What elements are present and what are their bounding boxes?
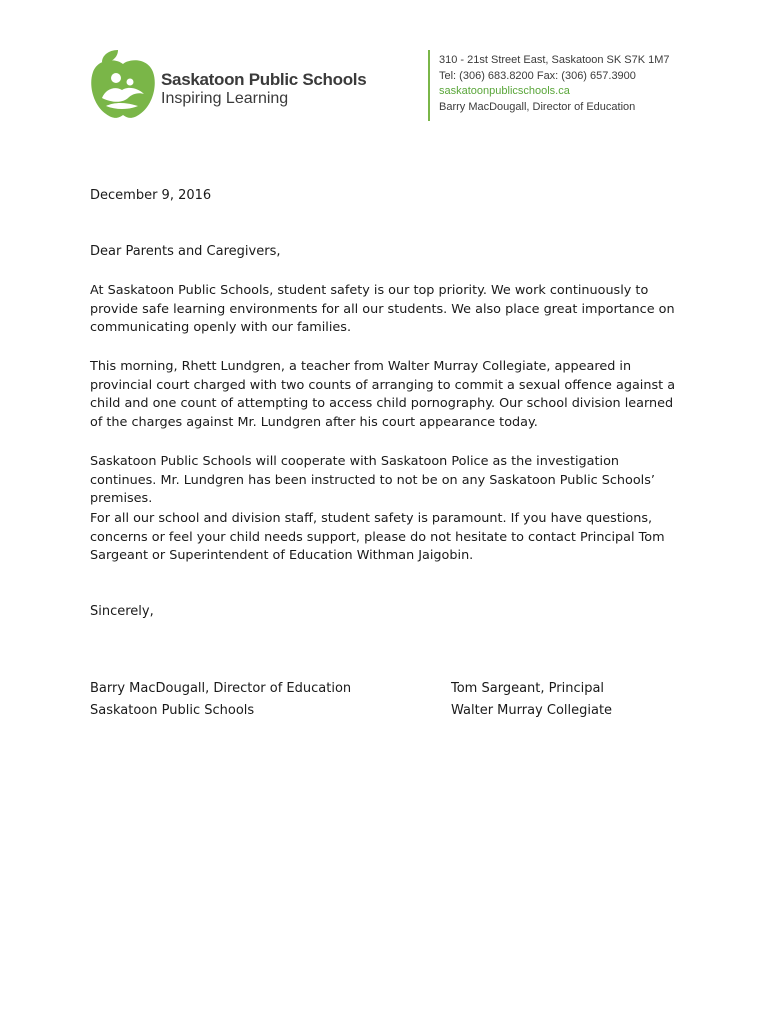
- director-line: Barry MacDougall, Director of Education: [439, 100, 636, 113]
- paragraph: For all our school and division staff, student safety is paramount. If you have questions, concerns or feel your child needs support, please do not hesitate to contact Principal Tom Sargeant or Superintendent of Education Withman Jaigobin.: [90, 511, 665, 564]
- signature-block-director: [90, 678, 351, 722]
- signature-block-principal: [451, 678, 612, 722]
- address: 310 - 21st Street East, Saskatoon SK S7K 1M7: [439, 54, 670, 66]
- org-name: Saskatoon Public Schools: [161, 70, 367, 89]
- signature-name-title: Tom Sargeant, Principal: [451, 681, 605, 696]
- signature-name-title: Barry MacDougall, Director of Education: [90, 681, 352, 696]
- paragraph: Saskatoon Public Schools will cooperate with Saskatoon Police as the investigation continues. Mr. Lundgren has been instructed to not be on any Saskatoon Public Schools’ premises.: [90, 454, 655, 507]
- closing: Sincerely,: [90, 604, 154, 619]
- paragraph: At Saskatoon Public Schools, student safety is our top priority. We work continuously to provide safe learning environments for all our students. We also place great importance on communicating openly with our families.: [90, 283, 675, 336]
- signature-organization: Walter Murray Collegiate: [451, 703, 613, 718]
- letterhead-divider: [428, 50, 430, 121]
- contact-block: [439, 53, 670, 115]
- letterhead: [0, 0, 768, 130]
- salutation: Dear Parents and Caregivers,: [90, 244, 281, 259]
- website-link[interactable]: saskatoonpublicschools.ca: [439, 85, 570, 97]
- signature-organization: Saskatoon Public Schools: [90, 703, 255, 718]
- apple-logo-icon: [88, 48, 158, 122]
- paragraph: This morning, Rhett Lundgren, a teacher from Walter Murray Collegiate, appeared in provincial court charged with two counts of arranging to commit a sexual offence against a child and one count of attempting to access child pornography. Our school division learned of the charges against Mr. Lundgren after his court appearance today.: [90, 359, 676, 430]
- tagline: Inspiring Learning: [161, 90, 289, 107]
- phone-fax: Tel: (306) 683.8200 Fax: (306) 657.3900: [439, 69, 636, 82]
- letter-date: December 9, 2016: [90, 188, 212, 203]
